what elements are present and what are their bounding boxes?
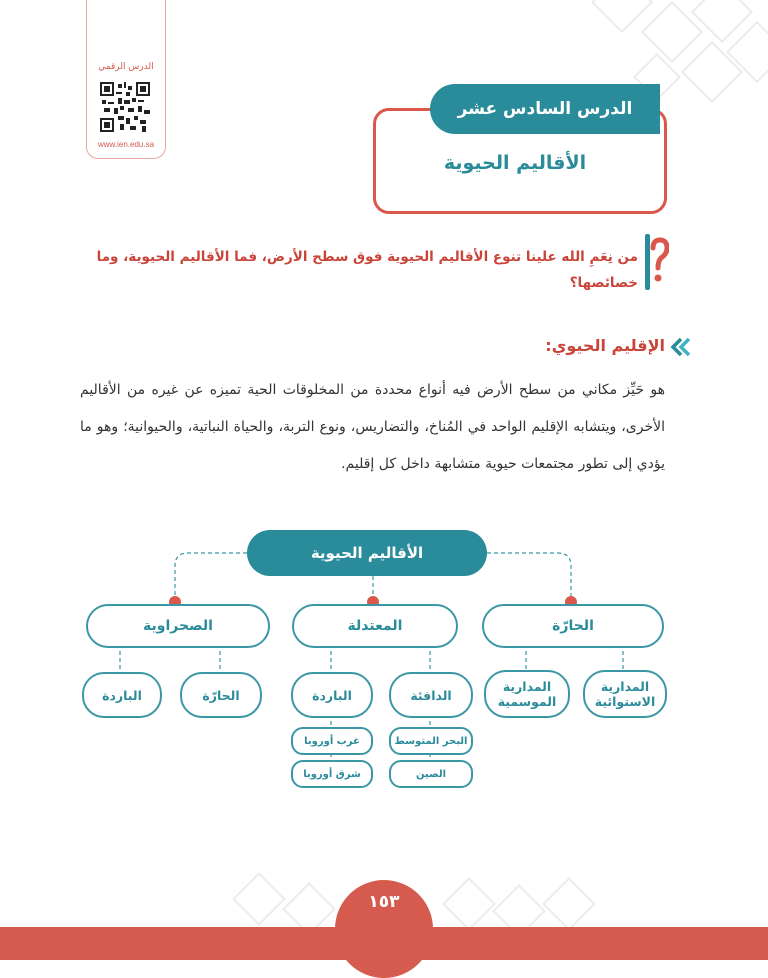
section-paragraph: هو حَيِّز مكاني من سطح الأرض فيه أنواع محددة من المخلوقات الحية تميزه عن غيره من الأقاليم الأخرى، ويتشابه الإقليم الواحد في المُناخ، والتضاريس، ونوع التربة، والحياة النباتية، والحيوانية؛ وهو ما يؤدي إلى تطور مجتمعات حيوية متشابهة داخل كل إقليم. xyxy=(80,382,665,472)
temperate-cold-node: الباردة xyxy=(291,672,373,718)
lesson-number-badge: الدرس السادس عشر xyxy=(430,84,660,134)
china-node: الصين xyxy=(389,760,473,788)
qr-code-icon[interactable] xyxy=(100,82,150,132)
desert-cold-node: الباردة xyxy=(82,672,162,718)
west-europe-node: غرب أوروبا xyxy=(291,727,373,755)
page-number: ١٥٣ xyxy=(368,892,400,912)
double-chevron-icon xyxy=(669,337,691,357)
question-mark-icon xyxy=(643,234,669,290)
desert-node: الصحراوية xyxy=(86,604,270,648)
digital-lesson-card[interactable] xyxy=(86,0,166,159)
temperate-warm-node: الدافئة xyxy=(389,672,473,718)
lesson-question: من نِعَمِ الله علينا تنوع الأقاليم الحيوية فوق سطح الأرض، فما الأقاليم الحيوية، وما خصائصها؟ xyxy=(96,249,638,291)
desert-hot-node: الحارّة xyxy=(180,672,262,718)
mediterranean-node: البحر المتوسط xyxy=(389,727,473,755)
equatorial-tropical-node: المدارية الاستوائية xyxy=(583,670,667,718)
digital-lesson-label: الدرس الرقمي xyxy=(98,62,154,72)
monsoon-tropical-node: المدارية الموسمية xyxy=(484,670,570,718)
temperate-node: المعتدلة xyxy=(292,604,458,648)
hot-node: الحارّة xyxy=(482,604,664,648)
section-heading: الإقليم الحيوي: xyxy=(545,336,665,355)
diagram-root-node: الأقاليم الحيوية xyxy=(247,530,487,576)
lesson-title: الأقاليم الحيوية xyxy=(443,152,587,174)
footer-band xyxy=(0,927,768,960)
website-url[interactable]: www.ien.edu.sa xyxy=(97,140,155,149)
east-europe-node: شرق أوروبا xyxy=(291,760,373,788)
